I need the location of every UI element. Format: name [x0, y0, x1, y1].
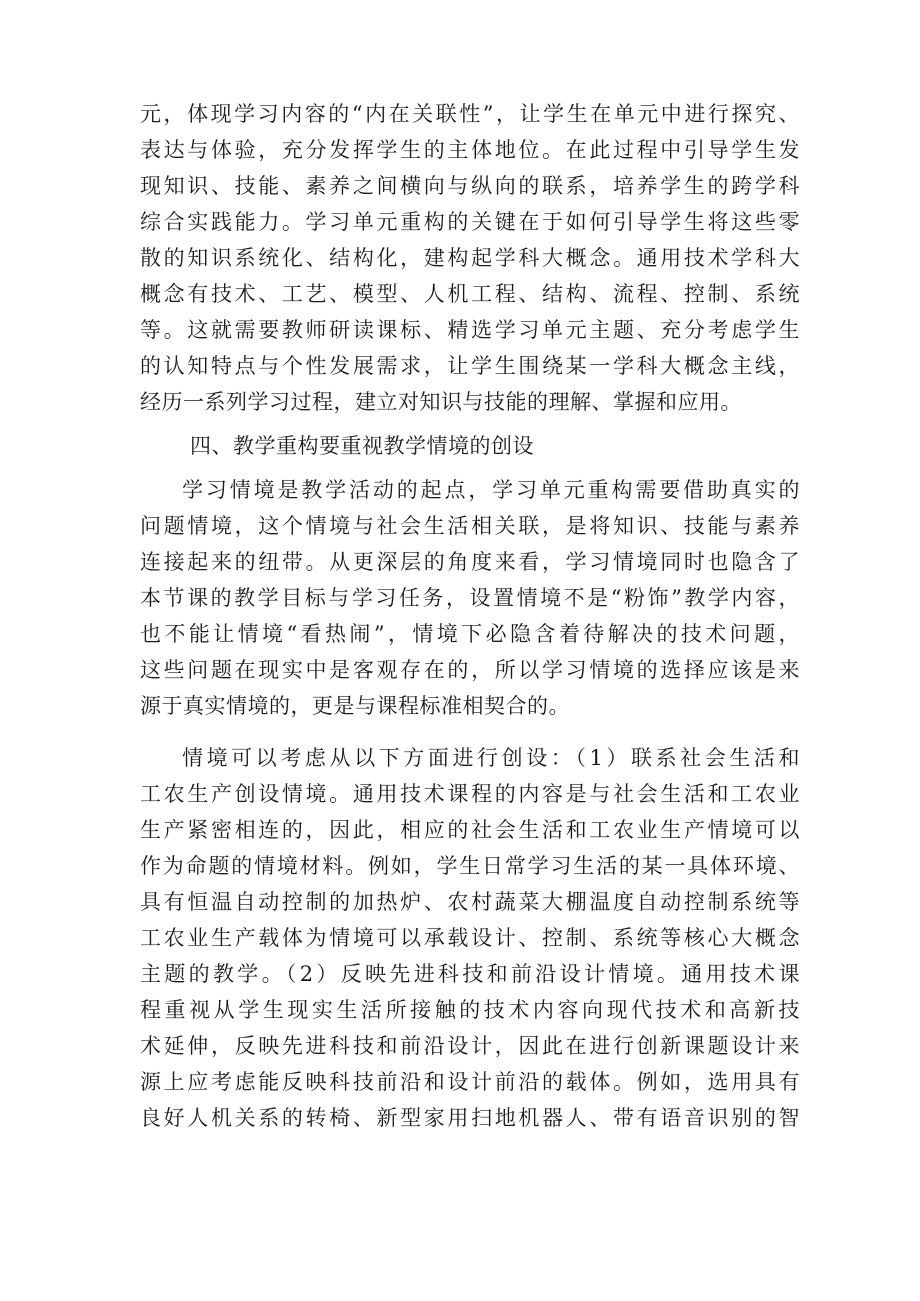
text-line: 经历一系列学习过程，建立对知识与技能的理解、掌握和应用。: [140, 390, 742, 414]
text-line: 散的知识系统化、结构化，建构起学科大概念。通用技术学科大: [140, 246, 800, 270]
text-line: 元，体现学习内容的“内在关联性”，让学生在单元中进行探究、: [140, 102, 800, 126]
text-line: 本节课的教学目标与学习任务，设置情境不是“粉饰”教学内容，: [140, 586, 800, 610]
body-text: [140, 96, 800, 1136]
text-line: 源上应考虑能反映科技前沿和设计前沿的载体。例如，选用具有: [140, 1070, 800, 1094]
text-line: 表达与体验，充分发挥学生的主体地位。在此过程中引导学生发: [140, 138, 800, 162]
text-line: 作为命题的情境材料。例如，学生日常学习生活的某一具体环境、: [140, 854, 800, 878]
paragraph-gap: [140, 464, 800, 472]
paragraph-gap: [140, 732, 800, 740]
text-line: 等。这就需要教师研读课标、精选学习单元主题、充分考虑学生: [140, 318, 800, 342]
text-line: 工农业生产载体为情境可以承载设计、控制、系统等核心大概念: [140, 926, 800, 950]
text-line: 源于真实情境的，更是与课程标准相契合的。: [140, 694, 570, 718]
text-line: 生产紧密相连的，因此，相应的社会生活和工农业生产情境可以: [140, 818, 800, 842]
text-line: 这些问题在现实中是客观存在的，所以学习情境的选择应该是来: [140, 658, 800, 682]
section-heading: 四、教学重构要重视教学情境的创设: [190, 434, 534, 458]
text-line: 良好人机关系的转椅、新型家用扫地机器人、带有语音识别的智: [140, 1106, 800, 1130]
paragraph-gap: [140, 420, 800, 428]
text-line: 连接起来的纽带。从更深层的角度来看，学习情境同时也隐含了: [140, 550, 800, 574]
text-line: 现知识、技能、素养之间横向与纵向的联系，培养学生的跨学科: [140, 174, 800, 198]
text-line: 的认知特点与个性发展需求，让学生围绕某一学科大概念主线，: [140, 354, 800, 378]
text-line: 主题的教学。（2）反映先进科技和前沿设计情境。通用技术课: [140, 962, 800, 986]
text-line: 程重视从学生现实生活所接触的技术内容向现代技术和高新技: [140, 998, 800, 1022]
text-line: 也不能让情境“看热闹”，情境下必隐含着待解决的技术问题，: [140, 622, 800, 646]
text-line: 具有恒温自动控制的加热炉、农村蔬菜大棚温度自动控制系统等: [140, 890, 800, 914]
text-line: 情境可以考虑从以下方面进行创设：（1）联系社会生活和: [182, 746, 800, 770]
text-line: 学习情境是教学活动的起点，学习单元重构需要借助真实的: [182, 478, 800, 502]
text-line: 工农生产创设情境。通用技术课程的内容是与社会生活和工农业: [140, 782, 800, 806]
text-line: 概念有技术、工艺、模型、人机工程、结构、流程、控制、系统: [140, 282, 800, 306]
paragraph-gap: [140, 724, 800, 732]
text-line: 问题情境，这个情境与社会生活相关联，是将知识、技能与素养: [140, 514, 800, 538]
text-line: 术延伸，反映先进科技和前沿设计，因此在进行创新课题设计来: [140, 1034, 800, 1058]
text-line: 综合实践能力。学习单元重构的关键在于如何引导学生将这些零: [140, 210, 800, 234]
